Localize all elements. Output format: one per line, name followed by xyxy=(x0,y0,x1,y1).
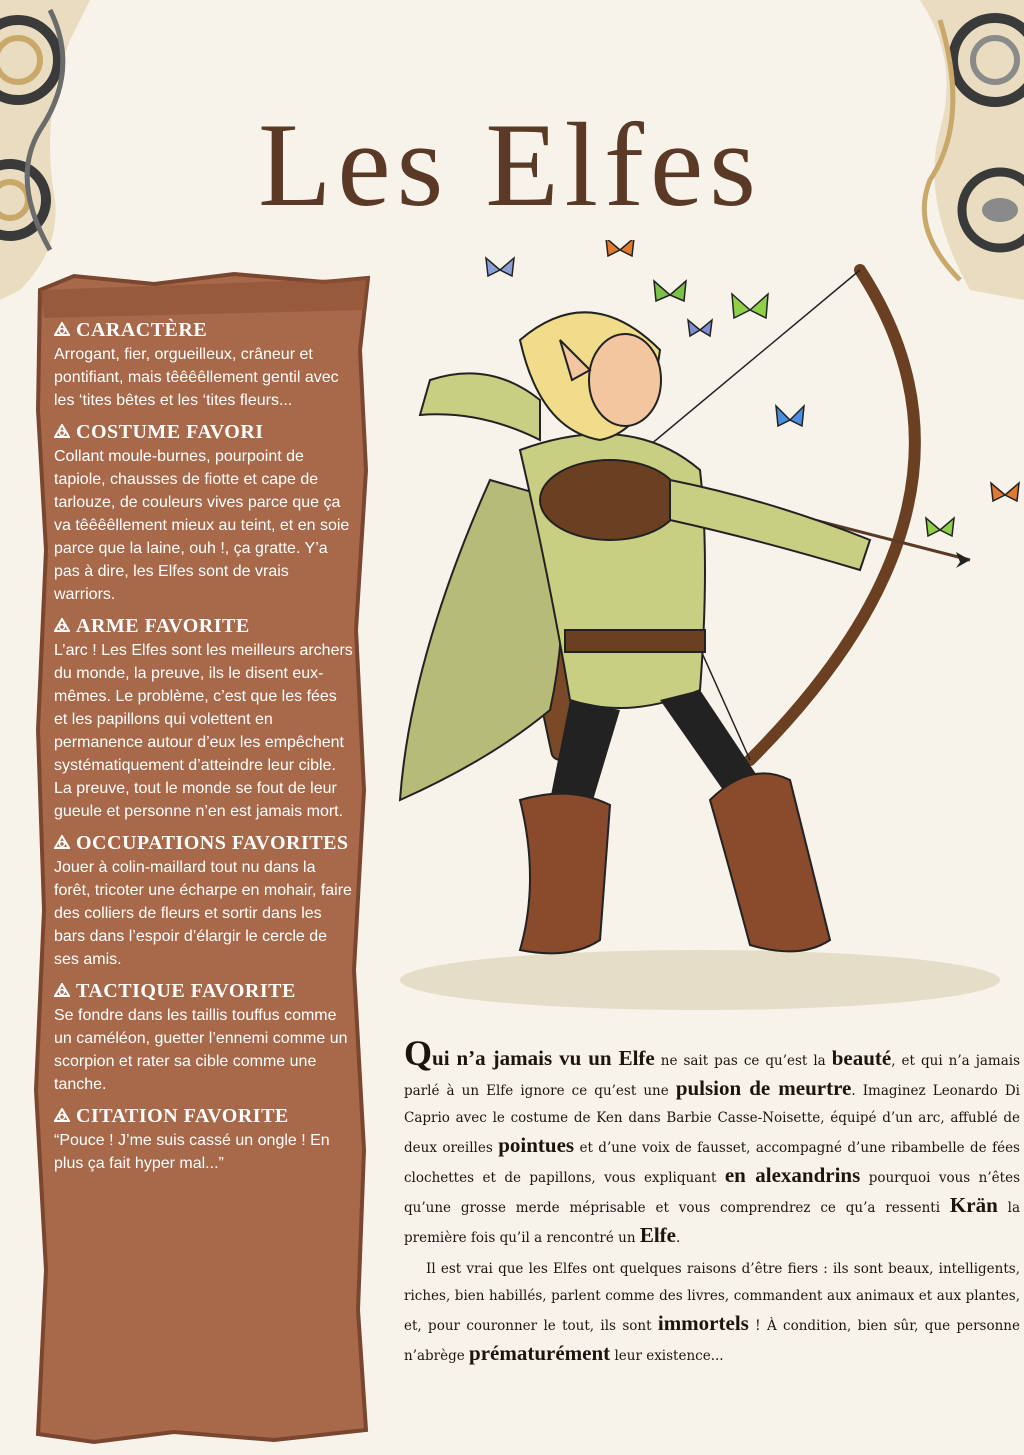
text-run: pourquoi vous n’êtes qu’une grosse merde méprisable et vous comprendrez ce qu’a ressenti xyxy=(404,1170,1020,1216)
celtic-knot-icon xyxy=(54,424,70,438)
butterfly-icon xyxy=(926,518,954,536)
text-run: Il est vrai que les Elfes ont quelques raisons d’être fiers : ils sont beaux, intelligents, riches, bien habillés, parlent comme des livres, commandent aux animaux et aux plantes, et, pour couronner le tout, ils sont xyxy=(404,1261,1020,1334)
butterfly-icon xyxy=(486,258,514,276)
butterfly-icon xyxy=(606,240,634,256)
section-heading: CITATION FAVORITE xyxy=(76,1105,289,1127)
section-heading: CARACTÈRE xyxy=(76,319,208,341)
butterfly-icon xyxy=(732,294,768,318)
section-arme xyxy=(54,614,354,823)
emphasis: pulsion de meurtre xyxy=(675,1076,852,1100)
text-run: leur existence... xyxy=(610,1348,724,1364)
elf-archer-illustration xyxy=(370,240,1020,1020)
emphasis: Krän xyxy=(949,1193,998,1217)
celtic-knot-icon xyxy=(54,983,70,997)
sidebar-panel xyxy=(54,318,354,1183)
section-body: Jouer à colin-maillard tout nu dans la forêt, tricoter une écharpe en mohair, faire des colliers de fleurs et sortir dans les bars dans l’espoir d’élargir le cercle de ses amis. xyxy=(54,859,352,968)
story-paragraph-1 xyxy=(404,1033,1021,1252)
boot-left xyxy=(520,794,610,954)
section-body: L’arc ! Les Elfes sont les meilleurs archers du monde, la preuve, ils le disent eux-mêmes. Le problème, c’est que les fées et les papillons qui volettent en permanence autour d’eux les empêchent systématiquement d’atteindre leur cible. La preuve, tout le monde se fout de leur gueule et personne n’en est jamais mort. xyxy=(54,642,353,820)
section-heading: OCCUPATIONS FAVORITES xyxy=(76,832,349,854)
section-body: Se fondre dans les taillis touffus comme un caméléon, guetter l’ennemi comme un scorpion et rater sa cible comme une tanche. xyxy=(54,1007,348,1093)
emphasis: beauté xyxy=(831,1046,892,1070)
emphasis: Elfe xyxy=(639,1223,676,1247)
butterfly-icon xyxy=(654,281,686,301)
text-run: la première fois qu’il a rencontré un xyxy=(404,1200,1020,1246)
section-caractere xyxy=(54,318,354,412)
section-heading: COSTUME FAVORI xyxy=(76,421,264,443)
section-body: Collant moule-burnes, pourpoint de tapiole, chausses de fiotte et cape de tarlouze, de couleurs vives parce que ça va têêêêllement mieux au teint, et en soie parce que la laine, ouh !, ça gratte. Y’a pas à dire, les Elfes sont de vrais warriors. xyxy=(54,448,350,603)
section-body: Arrogant, fier, orgueilleux, crâneur et pontifiant, mais têêêêllement gentil avec les ‘tites bêtes et les ‘tites fleurs... xyxy=(54,346,339,409)
emphasis: immortels xyxy=(657,1311,749,1335)
section-costume xyxy=(54,420,354,606)
section-occupations xyxy=(54,831,354,971)
section-body: “Pouce ! J’me suis cassé un ongle ! En plus ça fait hyper mal...” xyxy=(54,1132,330,1172)
text-run: et d’une voix de fausset, accompagné d’une ribambelle de fées clochettes et de papillons, vous expliquant xyxy=(404,1140,1020,1186)
boot-right xyxy=(710,773,830,951)
text-run: . Imaginez Leonardo Di Caprio avec le costume de Ken dans Barbie Casse-Noisette, équipé d’un arc, affublé de deux oreilles xyxy=(404,1083,1021,1156)
drop-cap: Q xyxy=(404,1033,433,1073)
butterfly-icon xyxy=(776,406,804,426)
lead-phrase: ui n’a jamais vu un Elfe xyxy=(432,1046,655,1070)
section-citation xyxy=(54,1104,354,1175)
celtic-knot-icon xyxy=(54,618,70,632)
text-run: ne sait pas ce qu’est la xyxy=(654,1053,832,1069)
celtic-knot-icon xyxy=(54,322,70,336)
section-heading: TACTIQUE FAVORITE xyxy=(76,980,296,1002)
celtic-ornament-top-left xyxy=(0,0,90,300)
emphasis: prématurément xyxy=(469,1341,611,1365)
emphasis: en alexandrins xyxy=(724,1163,861,1187)
butterfly-icon xyxy=(991,483,1019,501)
text-run: . xyxy=(676,1230,681,1246)
story-text xyxy=(404,1033,1021,1374)
emphasis: pointues xyxy=(498,1133,575,1157)
celtic-knot-icon xyxy=(54,1108,70,1122)
page-title: Les Elfes xyxy=(258,98,762,231)
section-heading: ARME FAVORITE xyxy=(76,615,250,637)
section-tactique xyxy=(54,979,354,1096)
butterfly-icon xyxy=(688,320,712,336)
text-run: ! À condition, bien sûr, que personne n’abrège xyxy=(404,1318,1020,1364)
story-paragraph-2 xyxy=(404,1256,1020,1370)
celtic-knot-icon xyxy=(54,835,70,849)
text-run: , et qui n’a jamais parlé à un Elfe ignore ce qu’est une xyxy=(404,1053,1021,1099)
